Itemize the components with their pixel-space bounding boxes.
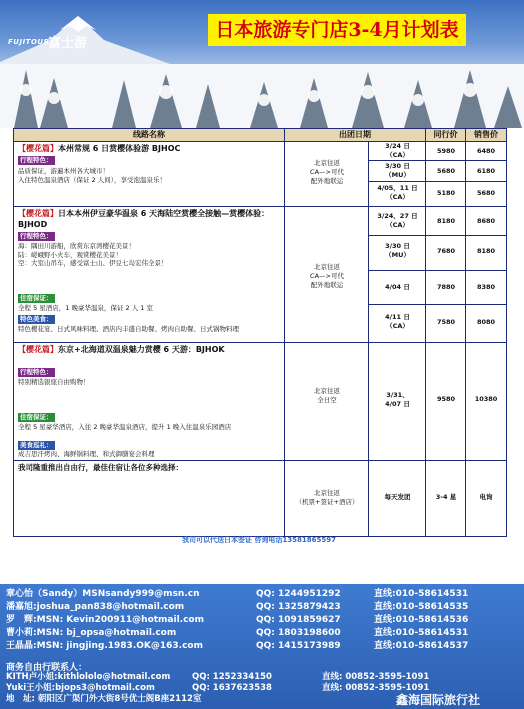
contact-row xyxy=(6,588,469,600)
route-title xyxy=(18,344,280,355)
departure-line: 北京往返 xyxy=(314,387,340,395)
divider xyxy=(14,342,506,343)
contact-name: 王晶晶: xyxy=(6,641,37,651)
route-name: 本州常规 6 日赏樱体验游 BJHOC xyxy=(58,144,181,153)
address-row xyxy=(6,694,201,705)
departure-date xyxy=(369,242,426,260)
contact-qq: QQ: 1637623538 xyxy=(192,683,272,693)
date-text: 3/24 日 xyxy=(385,142,410,150)
contact-msn[interactable]: MSNsandy999@msn.cn xyxy=(82,589,200,599)
route-tag: 【樱花篇】 xyxy=(18,345,58,354)
departure-line: 配外地联运 xyxy=(310,177,344,185)
contact-msn[interactable]: MSN: Kevin200911@hotmail.com xyxy=(36,615,204,625)
detail-line: 全程 5 星酒店，1 晚豪华温泉，保证 2 人 1 室 xyxy=(18,304,154,312)
departure-date xyxy=(369,212,426,230)
contact-qq: QQ: 1252334150 xyxy=(192,672,272,682)
detail-line: 品质保证，游遍本州各大城市！ xyxy=(18,167,109,175)
sale-price: 8380 xyxy=(476,283,496,291)
header-departure: 出团日期 xyxy=(285,129,425,142)
contact-qq: QQ: 1244951292 xyxy=(256,589,341,599)
divider xyxy=(369,181,506,182)
departure-line: 北京往返 xyxy=(314,263,340,271)
contact-phone: 直线:010-58614531 xyxy=(374,628,469,638)
sale-price: 8180 xyxy=(476,247,496,255)
header-route: 线路名称 xyxy=(14,129,284,142)
divider xyxy=(369,270,506,271)
peer-price: 7880 xyxy=(436,283,456,291)
section-label: 住宿保证： xyxy=(20,413,53,421)
contact-name: Yuki王小姐: xyxy=(6,683,56,693)
route-details xyxy=(18,423,280,432)
visa-notice: 我司可以代送日本签证 咨询电话13581865597 xyxy=(181,536,336,544)
departure-line: （机票+签证+酒店） xyxy=(295,498,359,506)
contact-phone: 直线: 00852-3595-1091 xyxy=(322,683,430,693)
detail-line: 特色樱花宴、日式风味料理、酒店内丰盛自助餐、烤肉自助餐、日式锅物料理 xyxy=(18,325,239,333)
date-text: 4/05、11 日 xyxy=(377,184,418,192)
fujitour-logo xyxy=(8,32,104,50)
sale-price: 8680 xyxy=(476,217,496,225)
departure-date xyxy=(369,162,426,180)
route-details xyxy=(18,450,280,459)
sale-price: 8080 xyxy=(476,318,496,326)
divider xyxy=(284,129,285,536)
contact-phone: 直线: 00852-3595-1091 xyxy=(322,672,430,682)
detail-line: 全程 5 星豪华酒店，入住 2 晚豪华温泉酒店，提升 1 晚入住温泉乐园酒店 xyxy=(18,423,232,431)
address-text: 朝阳区广渠门外大街8号优士阁B座2112室 xyxy=(37,694,202,704)
header-sale-price: 销售价 xyxy=(466,129,506,142)
route-details xyxy=(18,167,280,184)
departure-line: CA—>可代 xyxy=(310,272,344,280)
departure-line: 北京往返 xyxy=(314,489,340,497)
business-contact-row xyxy=(6,683,430,694)
sale-price: 电询 xyxy=(479,493,493,501)
contact-phone: 直线:010-58614537 xyxy=(374,641,469,651)
contact-msn[interactable]: bjops3@hotmail.com xyxy=(55,683,155,693)
section-label: 特色美食： xyxy=(20,315,53,323)
contact-msn[interactable]: joshua_pan838@hotmail.com xyxy=(36,602,185,612)
carrier-text: （MU） xyxy=(385,171,410,179)
route-details xyxy=(18,242,280,268)
route-details xyxy=(18,378,280,387)
sale-price: 10380 xyxy=(474,395,498,403)
peer-price: 5980 xyxy=(436,147,456,155)
departure-line: 北京往返 xyxy=(314,159,340,167)
peer-price: 8180 xyxy=(436,217,456,225)
departure-date xyxy=(369,391,426,409)
contact-qq: QQ: 1325879423 xyxy=(256,602,341,612)
route-details xyxy=(18,325,280,334)
schedule-table xyxy=(13,128,507,537)
detail-line: 海：隅田川游船，欣赏东京湾樱花美景！ xyxy=(18,242,135,250)
departure-line: 全日空 xyxy=(317,396,337,404)
detail-line: 入住特色温泉酒店（保证 2 人间），享受泡温泉乐！ xyxy=(18,175,167,184)
divider xyxy=(369,235,506,236)
sale-price: 6180 xyxy=(476,167,496,175)
contact-qq: QQ: 1091859627 xyxy=(256,615,341,625)
contact-row xyxy=(6,640,469,652)
route-tag: 【樱花篇】 xyxy=(18,209,58,218)
peer-price: 7680 xyxy=(436,247,456,255)
departure-line: CA—>可代 xyxy=(310,168,344,176)
date-text: 4/11 日 xyxy=(385,313,410,321)
departure-info xyxy=(285,387,369,405)
section-label: 行程特色： xyxy=(20,368,53,376)
header-peer-price: 同行价 xyxy=(426,129,465,142)
header-banner xyxy=(0,0,524,128)
detail-line: 成吉思汗烤肉、海鲜锅料理、和式御膳宴会料理 xyxy=(18,450,155,458)
departure-date: 每天发团 xyxy=(384,493,411,501)
contact-row xyxy=(6,627,469,639)
contact-row xyxy=(6,601,469,613)
peer-price: 3-4 星 xyxy=(435,493,457,501)
departure-info xyxy=(285,489,369,507)
divider xyxy=(14,460,506,461)
contact-msn[interactable]: MSN: jingjing.1983.OK@163.com xyxy=(36,641,203,651)
contact-name: 罗 辉: xyxy=(6,615,37,625)
route-name: 日本本州伊豆豪华温泉 6 天海陆空赏樱全接触—赏樱体验：BJHOD xyxy=(18,209,270,229)
peer-price: 5180 xyxy=(436,189,456,197)
logo-latin: FUJITOUR xyxy=(8,38,50,46)
peer-price: 5680 xyxy=(436,167,456,175)
detail-line: 特别精选银座自由购物！ xyxy=(18,378,90,386)
contact-name: 曹小莉: xyxy=(6,628,37,638)
section-label: 住宿保证： xyxy=(20,294,53,302)
contact-row xyxy=(6,614,469,626)
contact-phone: 直线:010-58614536 xyxy=(374,615,469,625)
date-text: 3/24、27 日 xyxy=(377,212,418,220)
route-details xyxy=(18,304,280,313)
section-label: 行程特色： xyxy=(20,156,53,164)
section-label: 美食巡礼： xyxy=(20,441,53,449)
date-text: 3/30 日 xyxy=(385,162,410,170)
sale-price: 5680 xyxy=(476,189,496,197)
carrier-text: （CA） xyxy=(386,221,409,229)
sale-price: 6480 xyxy=(476,147,496,155)
carrier-text: （CA） xyxy=(386,322,409,330)
divider xyxy=(369,160,506,161)
departure-info xyxy=(285,159,369,186)
logo-chinese: 富士游 xyxy=(48,36,88,51)
date-text: 3/30 日 xyxy=(385,242,410,250)
address-label: 地 址: xyxy=(6,694,35,704)
notice-block xyxy=(13,535,505,584)
contact-name: 潘嘉旭: xyxy=(6,602,37,612)
page-title: 日本旅游专门店3-4月计划表 xyxy=(208,14,466,46)
carrier-text: （MU） xyxy=(385,251,410,259)
contact-msn[interactable]: kithlololo@hotmail.com xyxy=(57,672,171,682)
route-name: 东京+北海道双温泉魅力赏樱 6 天游：BJHOK xyxy=(58,345,225,354)
company-name: 鑫海国际旅行社 xyxy=(396,693,481,707)
business-heading: 商务自由行联系人： xyxy=(6,663,88,673)
peer-price: 9580 xyxy=(436,395,456,403)
contact-name: 章心怡（Sandy） xyxy=(6,589,83,599)
contact-phone: 直线:010-58614535 xyxy=(374,602,469,612)
carrier-text: （CA） xyxy=(386,193,409,201)
carrier-text: （CA） xyxy=(386,151,409,159)
contact-phone: 直线:010-58614531 xyxy=(374,589,469,599)
business-contact-row xyxy=(6,672,430,683)
route-tag: 【樱花篇】 xyxy=(18,144,58,153)
detail-line: 陆：嵯峨野小火车，观赏樱花美景！ xyxy=(18,250,122,259)
contact-qq: QQ: 1803198600 xyxy=(256,628,341,638)
date-text: 4/04 日 xyxy=(385,283,410,291)
detail-line: 空：大室山吊车，感受富士山、伊豆七岛宏伟全景！ xyxy=(18,259,168,268)
departure-info xyxy=(285,263,369,290)
departure-date xyxy=(369,313,426,331)
route-title xyxy=(18,143,180,154)
route-title: 我司隆重推出自由行，最佳住宿让各位多种选择： xyxy=(18,463,183,472)
departure-date xyxy=(369,184,426,202)
route-title xyxy=(18,208,280,230)
date-text: 3/31、 xyxy=(386,391,409,399)
contact-msn[interactable]: MSN: bj_opsa@hotmail.com xyxy=(36,628,177,638)
contact-name: KITH卢小姐: xyxy=(6,672,58,682)
carrier-text: 4/07 日 xyxy=(385,400,410,408)
section-label: 行程特色： xyxy=(20,232,53,240)
divider xyxy=(369,304,506,305)
peer-price: 7580 xyxy=(436,318,456,326)
departure-line: 配外地联运 xyxy=(310,281,344,289)
departure-date xyxy=(369,283,426,292)
contact-qq: QQ: 1415173989 xyxy=(256,641,341,651)
departure-date xyxy=(369,142,426,160)
divider xyxy=(14,206,506,207)
